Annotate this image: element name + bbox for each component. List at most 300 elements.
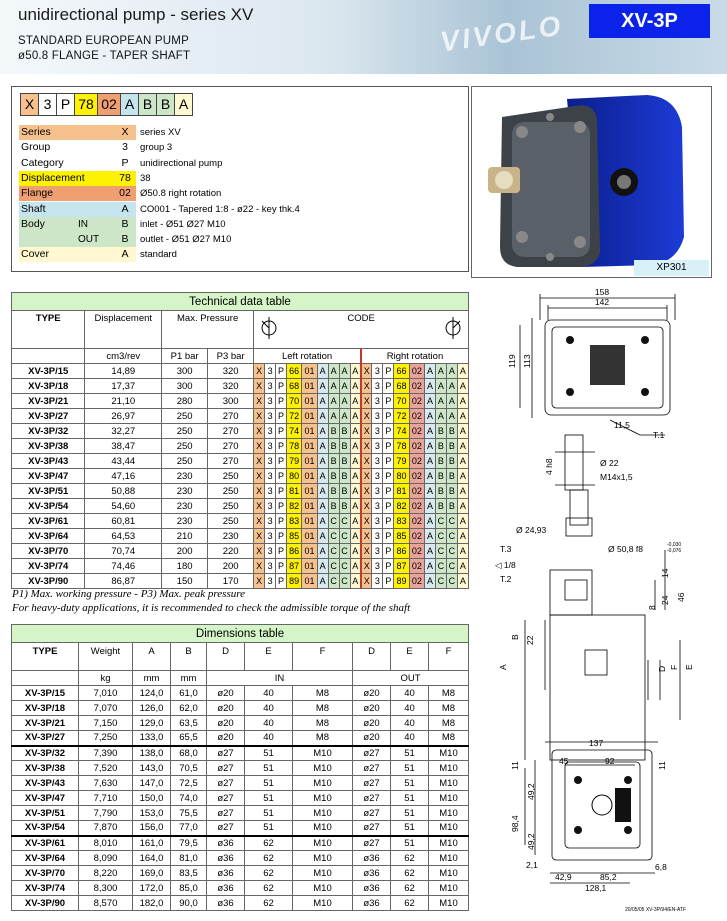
dims-cell: 51 xyxy=(391,746,429,761)
code-row-value: B xyxy=(114,217,136,232)
code-char: 70 xyxy=(287,394,302,409)
dims-cell: M10 xyxy=(429,866,469,881)
tech-cell: 200 xyxy=(162,544,208,559)
tech-row xyxy=(12,394,469,409)
dims-cell: ø27 xyxy=(207,776,245,791)
code-char: A xyxy=(425,514,436,529)
code-cell: B xyxy=(138,93,157,116)
tech-cell: XV-3P/61 xyxy=(12,514,85,529)
code-char: A xyxy=(317,454,328,469)
tech-cell: 26,97 xyxy=(85,409,162,424)
code-char: C xyxy=(328,574,339,589)
dim-a: A xyxy=(498,664,508,670)
code-char: 01 xyxy=(302,364,317,379)
code-char: C xyxy=(328,529,339,544)
dims-cell: 62 xyxy=(391,896,429,911)
code-char: B xyxy=(328,454,339,469)
tech-row xyxy=(12,439,469,454)
dims-cell: ø27 xyxy=(207,821,245,836)
code-char: C xyxy=(339,559,350,574)
dims-cell: M10 xyxy=(293,746,353,761)
tech-row xyxy=(12,379,469,394)
code-char: X xyxy=(254,424,265,439)
code-char: 3 xyxy=(265,574,276,589)
code-char: 66 xyxy=(287,364,302,379)
dims-cell: XV-3P/64 xyxy=(12,851,79,866)
code-char: 87 xyxy=(287,559,302,574)
code-char: 02 xyxy=(409,469,424,484)
code-char: A xyxy=(425,379,436,394)
note-torque: For heavy-duty applications, it is recommended to check the admissible torque of the shaft xyxy=(12,602,411,614)
code-char: A xyxy=(339,364,350,379)
code-char: X xyxy=(361,364,372,379)
code-char: C xyxy=(446,529,457,544)
code-char: 3 xyxy=(265,499,276,514)
code-cells xyxy=(20,93,192,116)
tech-cell: XV-3P/51 xyxy=(12,484,85,499)
dims-cell: XV-3P/70 xyxy=(12,866,79,881)
code-char: X xyxy=(361,499,372,514)
code-char: A xyxy=(317,529,328,544)
code-char: A xyxy=(350,379,361,394)
tech-cell: 230 xyxy=(162,469,208,484)
dims-cell: ø27 xyxy=(353,836,391,851)
dims-cell: 62 xyxy=(391,881,429,896)
dims-cell: ø27 xyxy=(207,746,245,761)
tech-table-title: Technical data table xyxy=(12,293,469,311)
dim-col-a: A xyxy=(133,643,171,671)
dims-cell: M10 xyxy=(293,881,353,896)
tech-cell: XV-3P/32 xyxy=(12,424,85,439)
code-char: B xyxy=(328,424,339,439)
code-char: A xyxy=(328,379,339,394)
dims-cell: M10 xyxy=(429,836,469,851)
dims-cell: 90,0 xyxy=(171,896,207,911)
code-char: X xyxy=(254,544,265,559)
code-char: A xyxy=(350,484,361,499)
dims-cell: 164,0 xyxy=(133,851,171,866)
technical-data-table xyxy=(11,292,469,589)
code-char: 02 xyxy=(409,394,424,409)
tech-row xyxy=(12,424,469,439)
code-char: A xyxy=(350,424,361,439)
dims-cell: 7,630 xyxy=(79,776,133,791)
tech-cell: 54,60 xyxy=(85,499,162,514)
dims-cell: 62 xyxy=(245,851,293,866)
dim-e: E xyxy=(684,664,694,670)
tech-cell: 250 xyxy=(162,439,208,454)
tech-row xyxy=(12,499,469,514)
tech-cell: 220 xyxy=(208,544,254,559)
dims-cell: M10 xyxy=(429,806,469,821)
code-char: 89 xyxy=(394,574,409,589)
code-char: P xyxy=(383,394,394,409)
dims-cell: M10 xyxy=(429,746,469,761)
code-char: B xyxy=(435,454,446,469)
dim-92: 92 xyxy=(605,756,615,766)
dims-cell: ø36 xyxy=(353,866,391,881)
code-char: A xyxy=(350,559,361,574)
code-cell: X xyxy=(20,93,39,116)
col-displacement: Displacement xyxy=(85,311,162,349)
code-char: 02 xyxy=(409,499,424,514)
tech-row xyxy=(12,454,469,469)
dim-137: 137 xyxy=(589,738,604,748)
dims-row xyxy=(12,896,469,911)
code-row-label: Group xyxy=(19,140,114,155)
code-char: A xyxy=(446,379,457,394)
code-char: A xyxy=(435,379,446,394)
tech-cell: 50,88 xyxy=(85,484,162,499)
code-char: A xyxy=(350,454,361,469)
code-char: X xyxy=(361,439,372,454)
dims-cell: 62 xyxy=(245,881,293,896)
tech-cell: 300 xyxy=(162,364,208,379)
dims-cell: 150,0 xyxy=(133,791,171,806)
dim-45: 45 xyxy=(559,756,569,766)
dim-98-4: 98,4 xyxy=(510,815,520,832)
dim-d: D xyxy=(657,665,667,672)
dims-cell: ø27 xyxy=(353,776,391,791)
tech-cell: XV-3P/47 xyxy=(12,469,85,484)
dim-b: B xyxy=(510,634,520,640)
pump-photo xyxy=(471,86,712,278)
dims-cell: 126,0 xyxy=(133,701,171,716)
code-char: A xyxy=(317,559,328,574)
code-char: A xyxy=(317,514,328,529)
dim-6-8: 6,8 xyxy=(655,862,667,872)
code-char: 02 xyxy=(409,409,424,424)
code-char: B xyxy=(446,484,457,499)
dims-cell: 124,0 xyxy=(133,686,171,701)
code-char: C xyxy=(435,529,446,544)
dims-cell: 182,0 xyxy=(133,896,171,911)
code-char: X xyxy=(361,559,372,574)
code-char: 3 xyxy=(372,409,383,424)
dims-cell: 51 xyxy=(391,761,429,776)
code-char: 82 xyxy=(287,499,302,514)
dims-cell: 51 xyxy=(245,791,293,806)
code-char: X xyxy=(254,499,265,514)
code-char: A xyxy=(425,499,436,514)
code-row-value: A xyxy=(114,247,136,262)
brand-logo: VIVOLO xyxy=(438,9,566,58)
code-char: 3 xyxy=(265,424,276,439)
code-row-label: Flange xyxy=(19,186,114,201)
code-row-label: Category xyxy=(19,156,114,171)
dim-col-e-out: E xyxy=(391,643,429,671)
dims-cell: 7,250 xyxy=(79,731,133,746)
code-char: A xyxy=(425,424,436,439)
code-char: 01 xyxy=(302,409,317,424)
dims-cell: ø27 xyxy=(207,791,245,806)
photo-tag: XP301 xyxy=(634,260,709,276)
dims-cell: M10 xyxy=(293,836,353,851)
dims-cell: ø27 xyxy=(207,761,245,776)
dims-cell: 8,570 xyxy=(79,896,133,911)
code-char: A xyxy=(317,544,328,559)
dims-cell: 72,5 xyxy=(171,776,207,791)
code-char: P xyxy=(276,424,287,439)
code-char: A xyxy=(317,469,328,484)
dims-cell: 62 xyxy=(245,866,293,881)
code-char: A xyxy=(317,439,328,454)
code-char: C xyxy=(435,574,446,589)
code-char: P xyxy=(383,454,394,469)
code-cell: P xyxy=(56,93,75,116)
code-row-value: 3 xyxy=(114,140,136,155)
code-char: 02 xyxy=(409,484,424,499)
code-char: A xyxy=(317,574,328,589)
subtitle-line-1: STANDARD EUROPEAN PUMP xyxy=(18,35,189,47)
tech-cell: 64,53 xyxy=(85,529,162,544)
dims-cell: ø36 xyxy=(207,851,245,866)
dims-row xyxy=(12,881,469,896)
dim-group-in: IN xyxy=(207,671,353,686)
tech-cell: 86,87 xyxy=(85,574,162,589)
dims-row xyxy=(12,821,469,836)
code-char: A xyxy=(457,514,468,529)
dim-11b: 11 xyxy=(657,761,667,770)
code-char: P xyxy=(383,484,394,499)
dims-cell: 70,5 xyxy=(171,761,207,776)
dims-cell: 169,0 xyxy=(133,866,171,881)
code-char: 78 xyxy=(287,439,302,454)
dims-cell: 62 xyxy=(245,896,293,911)
code-char: A xyxy=(350,529,361,544)
dims-cell: M10 xyxy=(429,791,469,806)
tech-row xyxy=(12,364,469,379)
tech-cell: 250 xyxy=(208,514,254,529)
tech-row xyxy=(12,409,469,424)
code-row-desc: unidirectional pump xyxy=(140,157,223,169)
dims-cell: ø27 xyxy=(353,761,391,776)
dims-cell: M10 xyxy=(429,821,469,836)
tech-cell: 47,16 xyxy=(85,469,162,484)
code-char: 89 xyxy=(287,574,302,589)
dims-cell: 7,520 xyxy=(79,761,133,776)
dim-unit-weight: kg xyxy=(79,671,133,686)
code-char: 01 xyxy=(302,499,317,514)
code-char: A xyxy=(457,394,468,409)
dims-cell: XV-3P/54 xyxy=(12,821,79,836)
code-char: A xyxy=(339,394,350,409)
dims-cell: 61,0 xyxy=(171,686,207,701)
dims-cell: M10 xyxy=(293,821,353,836)
code-char: A xyxy=(350,364,361,379)
code-char: P xyxy=(383,559,394,574)
dims-cell: 79,5 xyxy=(171,836,207,851)
dims-cell: M8 xyxy=(429,686,469,701)
code-char: C xyxy=(446,514,457,529)
dims-cell: ø20 xyxy=(353,686,391,701)
code-char: P xyxy=(383,514,394,529)
code-char: B xyxy=(328,439,339,454)
tech-row xyxy=(12,544,469,559)
code-char: P xyxy=(276,574,287,589)
unit-p1: P1 bar xyxy=(162,349,208,364)
code-char: A xyxy=(350,514,361,529)
dims-cell: XV-3P/38 xyxy=(12,761,79,776)
tech-cell: 250 xyxy=(208,484,254,499)
code-row-desc: 38 xyxy=(140,172,151,184)
code-char: P xyxy=(276,409,287,424)
dims-cell: M8 xyxy=(293,731,353,746)
dims-cell: 153,0 xyxy=(133,806,171,821)
dims-cell: XV-3P/61 xyxy=(12,836,79,851)
tech-cell: 300 xyxy=(208,394,254,409)
tech-cell: 230 xyxy=(208,529,254,544)
dim-col-weight: Weight xyxy=(79,643,133,671)
dims-cell: 7,070 xyxy=(79,701,133,716)
tol-upper: -0,030 xyxy=(667,542,682,548)
code-char: B xyxy=(328,499,339,514)
label-t3: T.3 xyxy=(500,544,512,554)
code-char: A xyxy=(339,379,350,394)
code-cell: A xyxy=(174,93,193,116)
tech-cell: 270 xyxy=(208,409,254,424)
code-char: P xyxy=(383,529,394,544)
code-char: A xyxy=(425,484,436,499)
code-char: A xyxy=(350,499,361,514)
code-char: 3 xyxy=(372,424,383,439)
code-char: A xyxy=(339,409,350,424)
code-char: C xyxy=(339,544,350,559)
code-char: C xyxy=(328,559,339,574)
dims-cell: ø27 xyxy=(207,806,245,821)
code-char: 3 xyxy=(265,409,276,424)
dims-cell: M10 xyxy=(293,806,353,821)
code-char: P xyxy=(383,574,394,589)
code-char: B xyxy=(328,484,339,499)
code-char: 85 xyxy=(287,529,302,544)
code-char: P xyxy=(276,499,287,514)
code-char: A xyxy=(317,499,328,514)
code-char: 83 xyxy=(287,514,302,529)
dims-cell: 77,0 xyxy=(171,821,207,836)
dims-cell: ø20 xyxy=(353,701,391,716)
tech-cell: 270 xyxy=(208,439,254,454)
code-char: 3 xyxy=(265,364,276,379)
code-char: 3 xyxy=(372,454,383,469)
code-char: P xyxy=(383,544,394,559)
dims-cell: 8,090 xyxy=(79,851,133,866)
code-char: X xyxy=(361,394,372,409)
code-char: A xyxy=(457,379,468,394)
code-char: X xyxy=(254,529,265,544)
code-row-label: Body xyxy=(19,217,114,232)
tech-cell: 32,27 xyxy=(85,424,162,439)
tech-cell: 320 xyxy=(208,379,254,394)
dims-cell: M10 xyxy=(293,761,353,776)
tech-cell: 300 xyxy=(162,379,208,394)
code-char: 3 xyxy=(372,469,383,484)
dims-cell: 40 xyxy=(245,686,293,701)
code-char: 3 xyxy=(372,439,383,454)
dim-unit-b: mm xyxy=(171,671,207,686)
page-title: unidirectional pump - series XV xyxy=(18,5,254,24)
dims-cell: XV-3P/47 xyxy=(12,791,79,806)
code-char: 02 xyxy=(409,364,424,379)
code-char: 01 xyxy=(302,394,317,409)
code-row-sub: IN xyxy=(78,218,88,230)
dims-cell: 83,5 xyxy=(171,866,207,881)
dims-cell: M10 xyxy=(293,791,353,806)
dim-24-93: Ø 24,93 xyxy=(516,525,547,535)
code-char: 02 xyxy=(409,529,424,544)
tech-cell: XV-3P/18 xyxy=(12,379,85,394)
dims-cell: 7,870 xyxy=(79,821,133,836)
right-rotation-icon xyxy=(442,315,464,341)
dim-128-1: 128,1 xyxy=(585,883,607,893)
code-char: A xyxy=(350,409,361,424)
code-char: B xyxy=(328,469,339,484)
dim-col-d-out: D xyxy=(353,643,391,671)
dims-cell: M10 xyxy=(293,851,353,866)
dims-cell: 147,0 xyxy=(133,776,171,791)
dims-cell: 51 xyxy=(391,821,429,836)
code-char: 3 xyxy=(372,394,383,409)
code-char: C xyxy=(339,574,350,589)
tech-cell: 43,44 xyxy=(85,454,162,469)
dims-cell: ø36 xyxy=(207,896,245,911)
note-pressure: P1) Max. working pressure - P3) Max. peak pressure xyxy=(12,588,245,600)
code-char: A xyxy=(317,484,328,499)
code-char: A xyxy=(425,364,436,379)
code-char: A xyxy=(328,394,339,409)
col-code xyxy=(254,311,469,349)
dim-11a: 11 xyxy=(510,761,520,770)
dim-col-f-out: F xyxy=(429,643,469,671)
code-char: X xyxy=(254,484,265,499)
code-char: A xyxy=(328,364,339,379)
code-char: 01 xyxy=(302,574,317,589)
tech-cell: 170 xyxy=(208,574,254,589)
code-char: 3 xyxy=(265,484,276,499)
code-char: P xyxy=(276,394,287,409)
dim-8: 8 xyxy=(647,605,657,610)
code-char: A xyxy=(457,499,468,514)
technical-drawing xyxy=(470,280,727,921)
code-char: A xyxy=(435,394,446,409)
dims-cell: 40 xyxy=(245,701,293,716)
code-char: A xyxy=(425,409,436,424)
code-char: 02 xyxy=(409,559,424,574)
tech-cell: 38,47 xyxy=(85,439,162,454)
code-char: 01 xyxy=(302,514,317,529)
dims-cell: ø27 xyxy=(353,791,391,806)
code-char: 3 xyxy=(265,394,276,409)
dims-row xyxy=(12,746,469,761)
dims-cell: ø20 xyxy=(207,686,245,701)
code-char: P xyxy=(276,364,287,379)
tech-cell: 210 xyxy=(162,529,208,544)
right-rotation-header: Right rotation xyxy=(361,349,469,364)
tech-cell: 280 xyxy=(162,394,208,409)
code-char: 82 xyxy=(394,499,409,514)
code-char: 80 xyxy=(287,469,302,484)
tech-cell: XV-3P/15 xyxy=(12,364,85,379)
dim-col-b: B xyxy=(171,643,207,671)
dims-cell: M10 xyxy=(429,761,469,776)
model-badge: XV-3P xyxy=(589,4,710,38)
code-char: X xyxy=(254,409,265,424)
dims-table-title: Dimensions table xyxy=(12,625,469,643)
code-char: 79 xyxy=(287,454,302,469)
dim-col-e-in: E xyxy=(245,643,293,671)
code-char: A xyxy=(317,379,328,394)
code-char: 3 xyxy=(265,454,276,469)
